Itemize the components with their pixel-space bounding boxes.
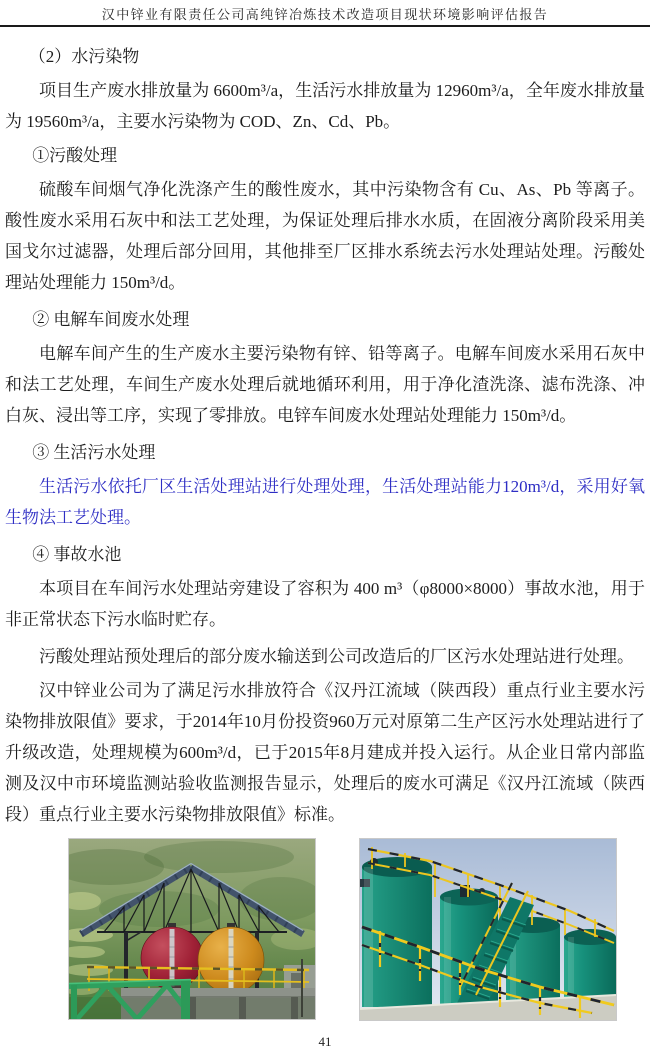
paragraph-acid-water: 硫酸车间烟气净化洗涤产生的酸性废水，其中污染物含有 Cu、As、Pb 等离子。酸性废水采用石灰中和法工艺处理，为保证处理后排水水质，在固液分离阶段采用美国戈尔过滤器，处理后部分回用，其他排至厂区排水系统去污水处理站处理。污酸处理站处理能力 150m³/d。: [5, 180, 645, 292]
paragraph-accident-pool: 本项目在车间污水处理站旁建设了容积为 400 m³（φ8000×8000）事故水池，用于非正常状态下污水临时贮存。: [5, 579, 645, 629]
heading-domestic-sewage: ③ 生活污水处理: [32, 443, 156, 462]
heading-electrolysis-wastewater: ② 电解车间废水处理: [32, 310, 190, 329]
heading-accident-pool: ④ 事故水池: [32, 545, 122, 564]
page-header-title: 汉中锌业有限责任公司高纯锌冶炼技术改造项目现状环境影响评估报告: [101, 7, 549, 22]
photo-row: [68, 838, 650, 1021]
page-number: 41: [318, 1034, 332, 1049]
paragraph-wastewater-volumes: 项目生产废水排放量为 6600m³/a，生活污水排放量为 12960m³/a，全年废水排放量为 19560m³/a，主要水污染物为 COD、Zn、Cd、Pb。: [5, 81, 645, 131]
paragraph-electrolysis: 电解车间产生的生产废水主要污染物有锌、铅等离子。电解车间废水采用石灰中和法工艺处理，车间生产废水处理后就地循环利用，用于净化渣洗涤、滤布洗涤、冲白灰、浸出等工序，实现了零排放。电锌车间废水处理站处理能力 150m³/d。: [5, 344, 645, 425]
heading-water-pollutants: （2）水污染物: [28, 47, 140, 66]
heading-acid-water-treatment: ①污酸处理: [32, 146, 118, 165]
paragraph-domestic-sewage: 生活污水依托厂区生活处理站进行处理处理，生活处理站能力120m³/d，采用好氧生物法工艺处理。: [5, 477, 645, 527]
photo-right-tanks: [359, 838, 617, 1021]
paragraph-upgrade-project: 汉中锌业公司为了满足污水排放符合《汉丹江流域（陕西段）重点行业主要水污染物排放限值》要求，于2014年10月份投资960万元对原第二生产区污水处理站进行了升级改造，处理规模为600m³/d，已于2015年8月建成并投入运行。从企业日常内部监测及汉中市环境监测站验收监测报告显示，处理后的废水可满足《汉丹江流域（陕西段）重点行业主要水污染物排放限值》标准。: [5, 681, 645, 824]
document-body: [0, 27, 650, 833]
photo-left-spheres-canopy: [68, 838, 316, 1020]
paragraph-pretreated-water: 污酸处理站预处理后的部分废水输送到公司改造后的厂区污水处理站进行处理。: [39, 647, 634, 666]
